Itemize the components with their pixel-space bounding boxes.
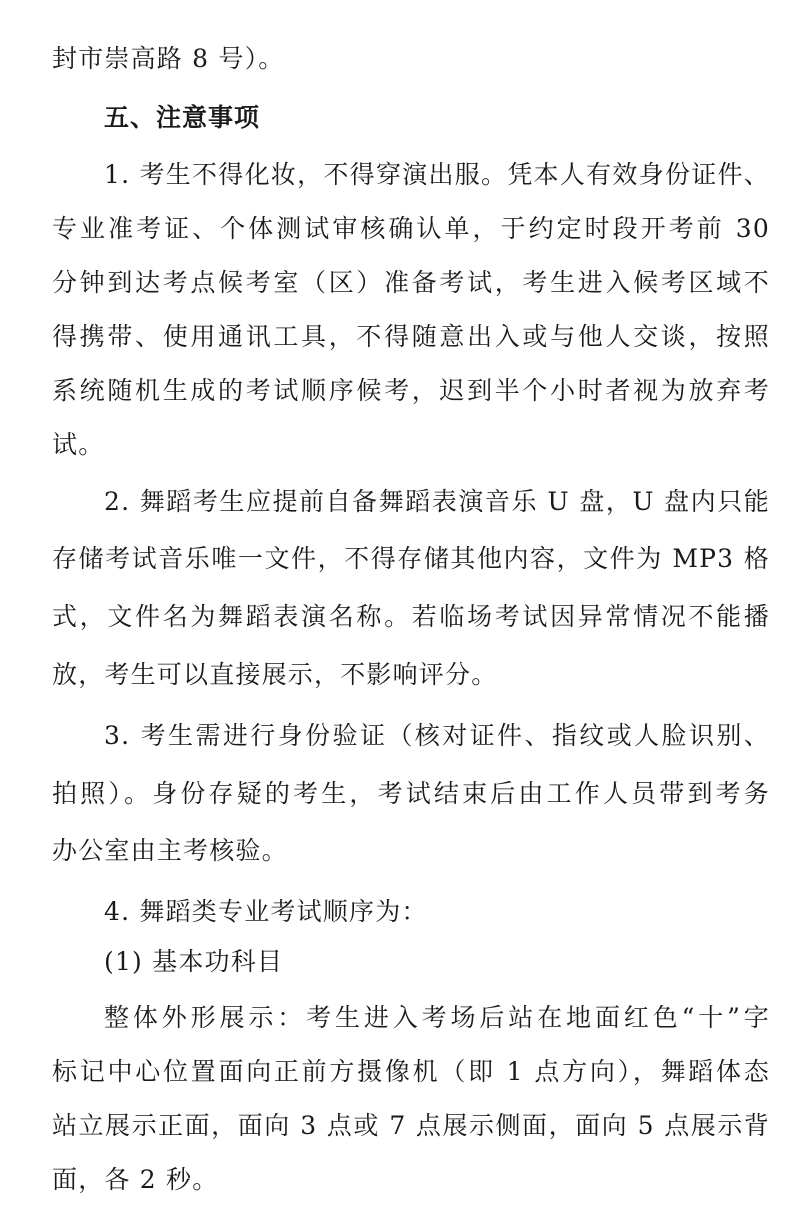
- item-1-line-4: 得携带、使用通讯工具，不得随意出入或与他人交谈，按照: [52, 322, 770, 351]
- item-1-line-1: 1. 考生不得化妆，不得穿演出服。凭本人有效身份证件、: [104, 160, 770, 189]
- paragraph-body-display-line-3: 站立展示正面，面向 3 点或 7 点展示侧面，面向 5 点展示背: [52, 1111, 770, 1140]
- text-line-address: 封市崇高路 8 号）。: [52, 44, 285, 73]
- item-3-line-1: 3. 考生需进行身份验证（核对证件、指纹或人脸识别、: [104, 721, 770, 750]
- item-1-line-2: 专业准考证、个体测试审核确认单，于约定时段开考前 30: [52, 214, 770, 243]
- item-3-line-3: 办公室由主考核验。: [52, 836, 288, 865]
- paragraph-body-display-line-2: 标记中心位置面向正前方摄像机（即 1 点方向），舞蹈体态: [52, 1057, 770, 1086]
- item-2-line-1: 2. 舞蹈考生应提前自备舞蹈表演音乐 U 盘，U 盘内只能: [104, 487, 770, 516]
- item-2-line-3: 式，文件名为舞蹈表演名称。若临场考试因异常情况不能播: [52, 602, 770, 631]
- item-2-line-4: 放，考生可以直接展示，不影响评分。: [52, 660, 498, 689]
- item-3-line-2: 拍照）。身份存疑的考生，考试结束后由工作人员带到考务: [52, 779, 770, 808]
- item-1-line-5: 系统随机生成的考试顺序候考，迟到半个小时者视为放弃考: [52, 376, 770, 405]
- subitem-basic-skills: (1) 基本功科目: [104, 947, 284, 976]
- item-2-line-2: 存储考试音乐唯一文件，不得存储其他内容，文件为 MP3 格: [52, 544, 770, 573]
- item-4-line-1: 4. 舞蹈类专业考试顺序为：: [104, 897, 428, 926]
- paragraph-body-display-line-1: 整体外形展示：考生进入考场后站在地面红色“十”字: [104, 1003, 770, 1032]
- item-1-line-6: 试。: [52, 430, 105, 459]
- item-1-line-3: 分钟到达考点候考室（区）准备考试，考生进入候考区域不: [52, 268, 770, 297]
- section-heading-notes: 五、注意事项: [104, 103, 261, 132]
- paragraph-body-display-line-4: 面，各 2 秒。: [52, 1165, 219, 1194]
